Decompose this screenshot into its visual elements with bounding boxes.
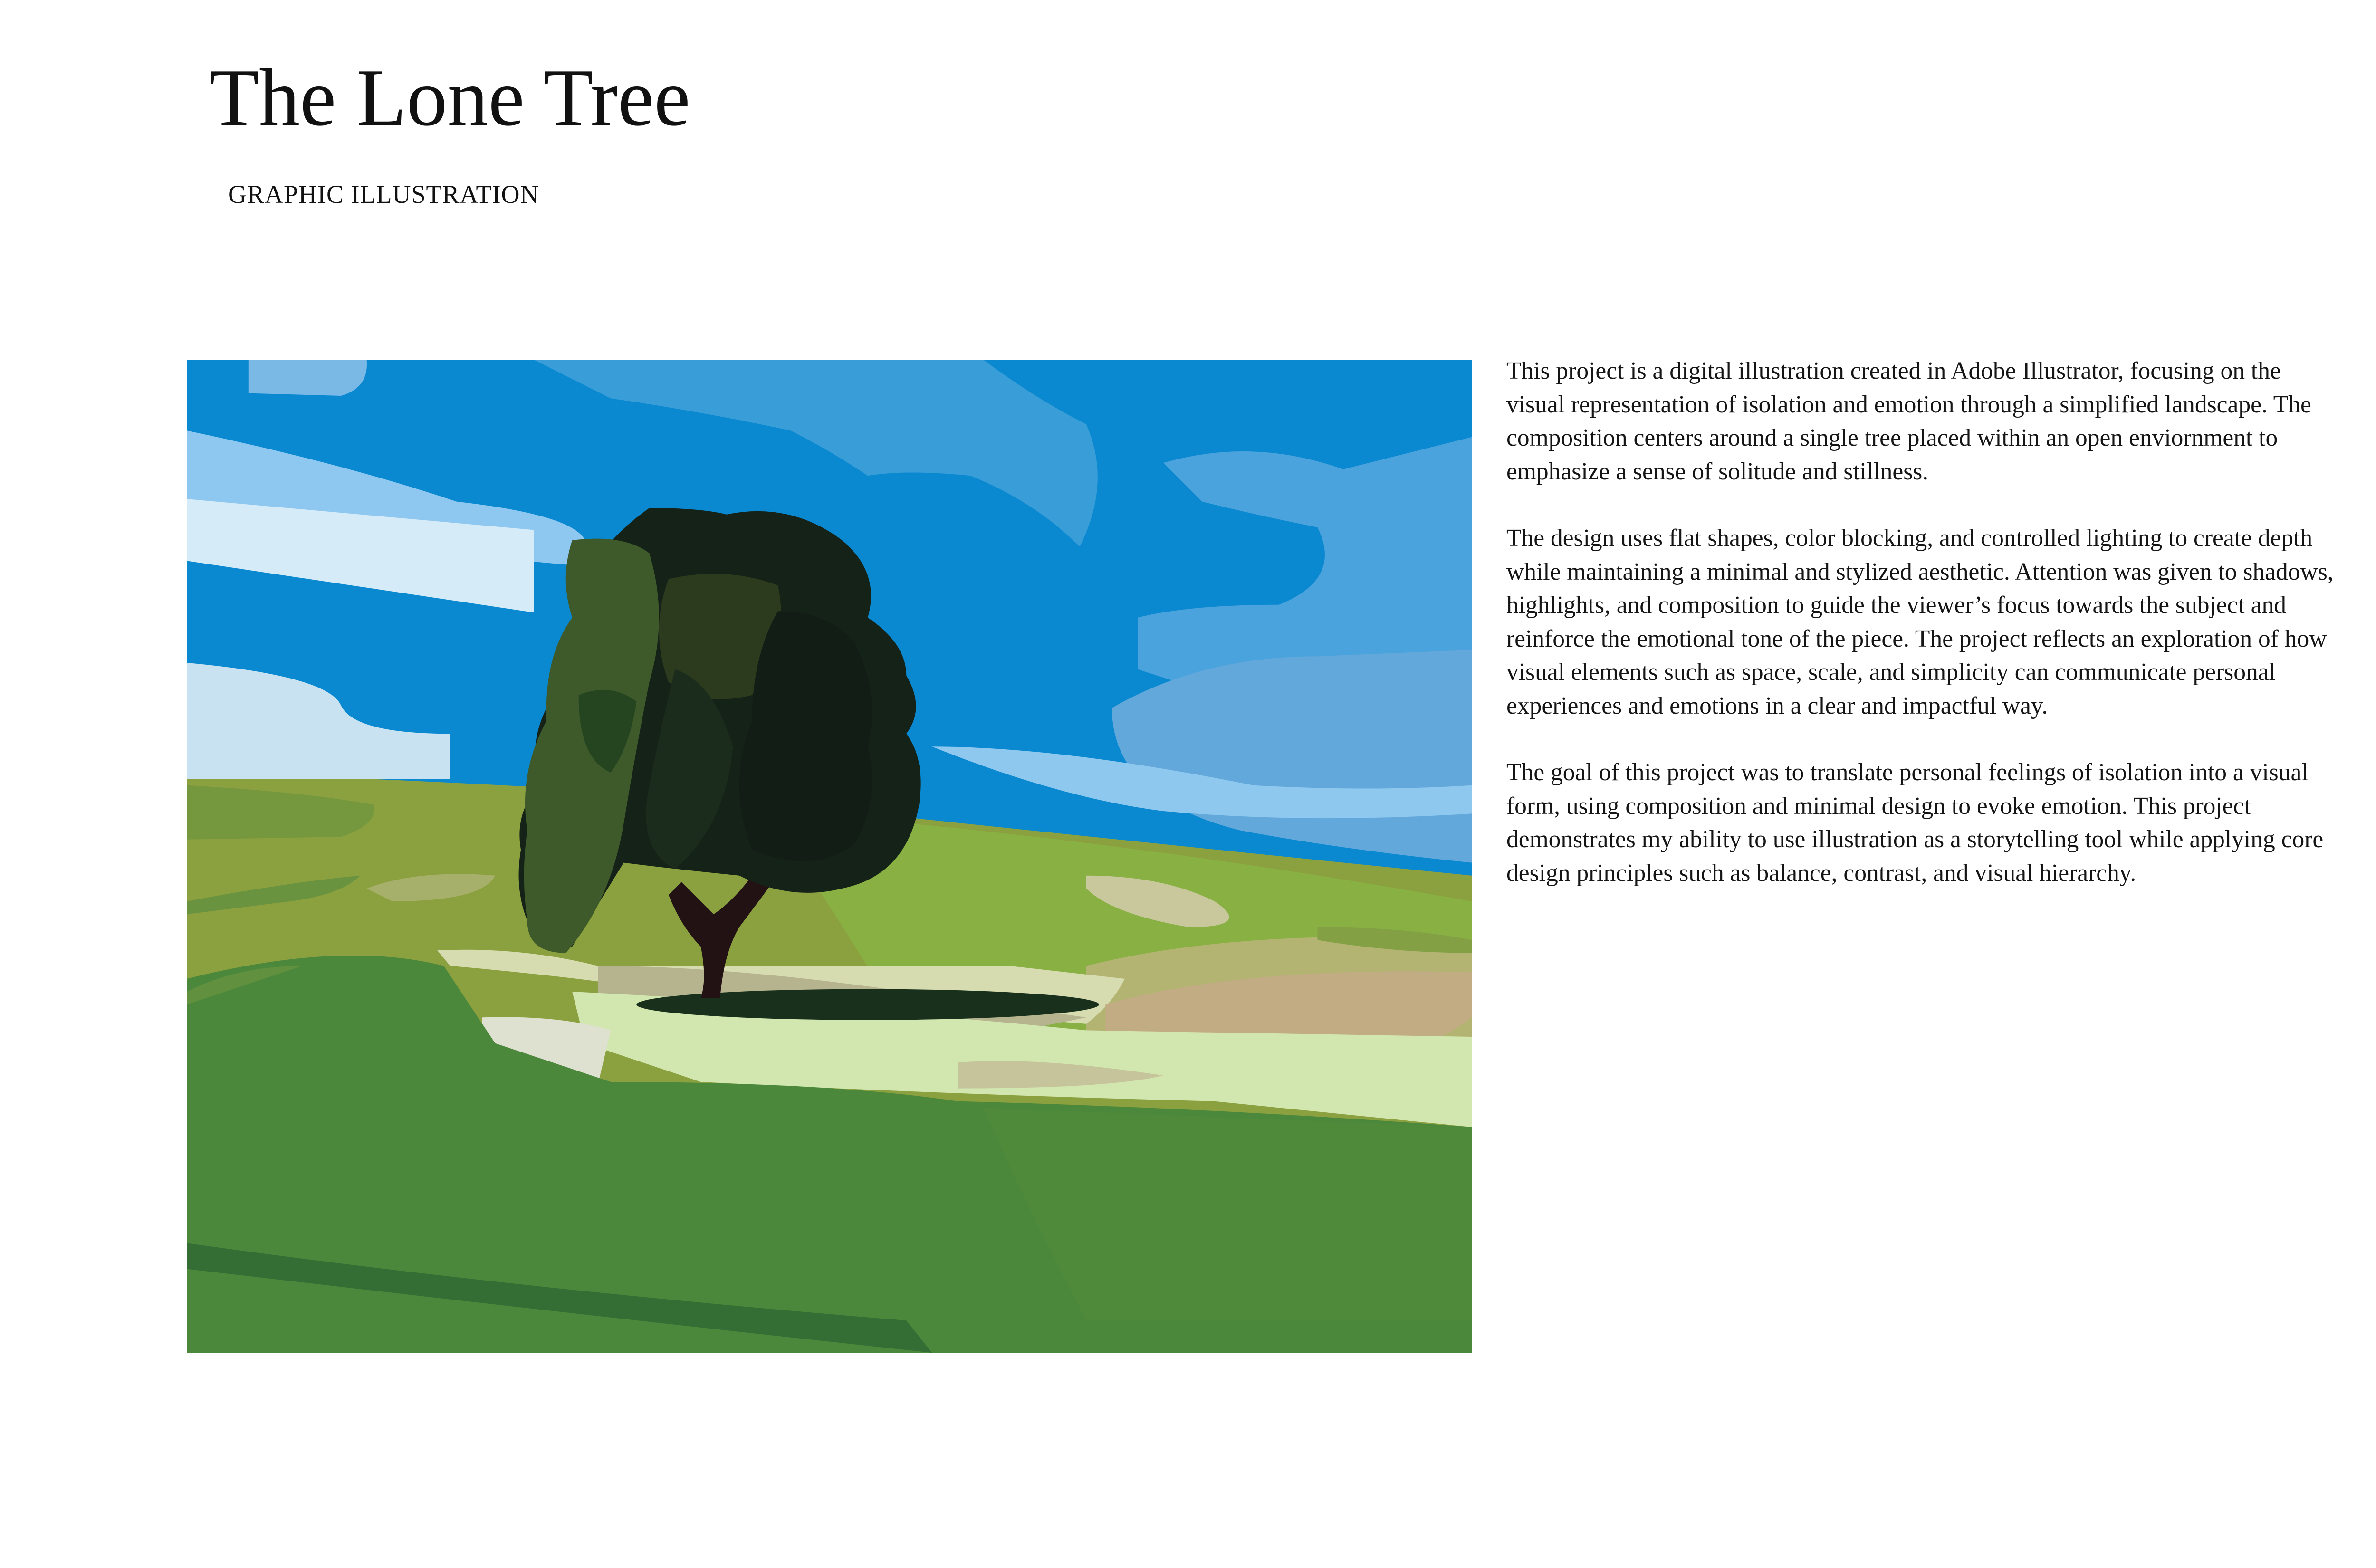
description-paragraph: The goal of this project was to translate personal feelings of isolation into a visual form, using composition and minimal design to evoke emotion. This project demonstrates my ability to use illustration as a storytelling tool while applying core design principles such as balance, contrast, and visual hierarchy. (1506, 759, 2324, 887)
page-subtitle: GRAPHIC ILLUSTRATION (228, 180, 539, 209)
cloud (249, 360, 367, 396)
description-paragraph: This project is a digital illustration created in Adobe Illustrator, focusing on the visual representation of isolation and emotion through a simplified landscape. The composition centers around a single tree placed within an open enviornment to emphasize a sense of solitude and stillness. (1506, 357, 2311, 485)
lone-tree-illustration (187, 360, 1472, 1353)
page-title: The Lone Tree (209, 53, 690, 143)
project-description (1506, 354, 2343, 923)
description-paragraph: The design uses flat shapes, color blocking, and controlled lighting to create depth while maintaining a minimal and stylized aesthetic. Attention was given to shadows, highlights, and composition to guide the viewer’s focus towards the subject and reinforce the emotional tone of the piece. The project reflects an exploration of how visual elements such as space, scale, and simplicity can communicate personal experiences and emotions in a clear and impactful way. (1506, 525, 2334, 719)
